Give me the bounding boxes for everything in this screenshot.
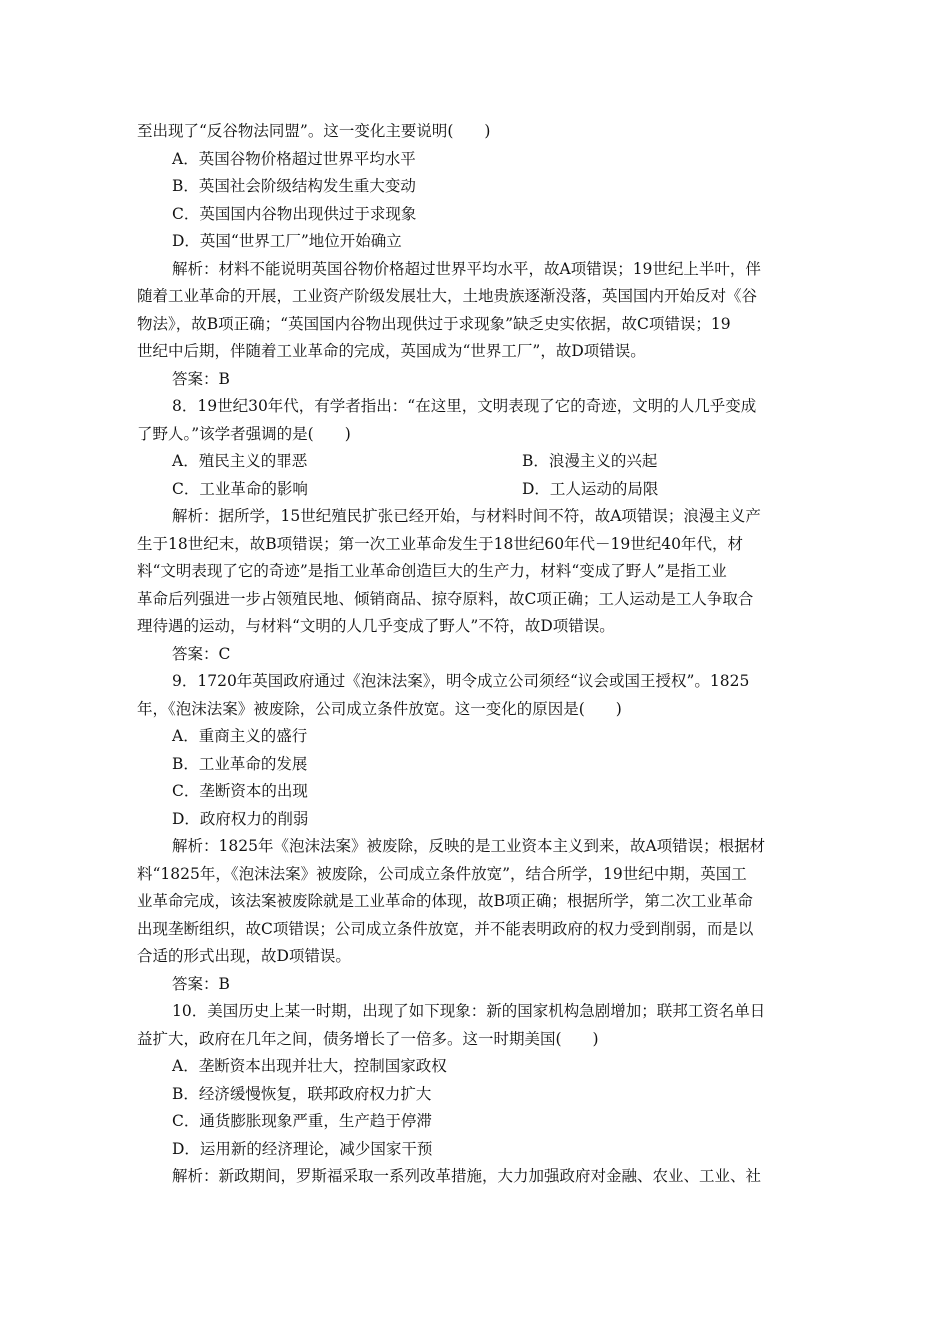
question-10 [137, 998, 817, 1191]
analysis-line: 解析：据所学，15世纪殖民扩张已经开始，与材料时间不符，故A项错误；浪漫主义产 [172, 507, 761, 525]
option-a: A．重商主义的盛行 [172, 727, 308, 745]
stem-line: 8．19世纪30年代，有学者指出：“在这里，文明表现了它的奇迹，文明的人几乎变成 [172, 397, 757, 415]
question-stem [137, 998, 817, 1053]
option-d: D．英国“世界工厂”地位开始确立 [172, 232, 402, 250]
option-c: C．垄断资本的出现 [172, 782, 308, 800]
answer: 答案：B [172, 974, 230, 993]
analysis-line: 解析：1825年《泡沫法案》被废除，反映的是工业资本主义到来，故A项错误；根据材 [172, 837, 766, 855]
answer: 答案：C [172, 644, 231, 663]
analysis-line: 解析：新政期间，罗斯福采取一系列改革措施，大力加强政府对金融、农业、工业、社 [172, 1167, 762, 1185]
question-8 [137, 393, 817, 668]
analysis-line: 业革命完成，该法案被废除就是工业革命的体现，故B项正确；根据所学，第二次工业革命 [137, 892, 753, 910]
analysis-line: 随着工业革命的开展，工业资产阶级发展壮大，土地贵族逐渐没落，英国国内开始反对《谷 [137, 287, 758, 305]
option-b: B．英国社会阶级结构发生重大变动 [172, 177, 416, 195]
analysis-line: 生于18世纪末，故B项错误；第一次工业革命发生于18世纪60年代－19世纪40年代，材 [137, 534, 744, 553]
option-c: C．英国国内谷物出现供过于求现象 [172, 204, 417, 223]
option-a: A．殖民主义的罪恶 [172, 452, 308, 470]
option-d: D．工人运动的局限 [522, 479, 659, 498]
analysis-line: 物法》，故B项正确；“英国国内谷物出现供过于求现象”缺乏史实依据，故C项错误；19 [137, 314, 731, 333]
analysis [137, 1163, 817, 1191]
option-b: B．经济缓慢恢复，联邦政府权力扩大 [172, 1084, 432, 1103]
question-stem [137, 668, 817, 723]
question-stem: 至出现了“反谷物法同盟”。这一变化主要说明( ) [137, 122, 491, 140]
option-d: D．运用新的经济理论，减少国家干预 [172, 1139, 433, 1158]
question-stem [137, 393, 817, 448]
analysis [137, 833, 817, 971]
stem-line: 益扩大，政府在几年之间，债务增长了一倍多。这一时期美国( ) [137, 1029, 599, 1048]
analysis-line: 料“文明表现了它的奇迹”是指工业革命创造巨大的生产力，材料“变成了野人”是指工业 [137, 562, 727, 580]
analysis-line: 理待遇的运动，与材料“文明的人几乎变成了野人”不符，故D项错误。 [137, 617, 615, 635]
option-c: C．工业革命的影响 [172, 479, 308, 498]
analysis-line: 解析：材料不能说明英国谷物价格超过世界平均水平，故A项错误；19世纪上半叶，伴 [172, 259, 761, 278]
options-row [137, 476, 817, 504]
stem-line: 了野人。”该学者强调的是( ) [137, 424, 351, 443]
answer: 答案：B [172, 369, 230, 388]
analysis-line: 料“1825年，《泡沫法案》被废除，公司成立条件放宽”，结合所学，19世纪中期，英国工 [137, 864, 747, 883]
option-b: B．浪漫主义的兴起 [522, 452, 658, 470]
stem-line: 年，《泡沫法案》被废除，公司成立条件放宽。这一变化的原因是( ) [137, 699, 622, 718]
analysis [137, 503, 817, 641]
question-7 [137, 118, 817, 393]
options-row [137, 448, 817, 476]
question-9 [137, 668, 817, 998]
option-b: B．工业革命的发展 [172, 754, 308, 773]
analysis-line: 世纪中后期，伴随着工业革命的完成，英国成为“世界工厂”，故D项错误。 [137, 342, 646, 360]
analysis-line: 出现垄断组织，故C项错误；公司成立条件放宽，并不能表明政府的权力受到削弱，而是以 [137, 919, 754, 938]
stem-line: 10．美国历史上某一时期，出现了如下现象：新的国家机构急剧增加；联邦工资名单日 [172, 1002, 766, 1020]
document-page [137, 118, 817, 1191]
option-c: C．通货膨胀现象严重，生产趋于停滞 [172, 1112, 432, 1130]
analysis [137, 256, 817, 366]
analysis-line: 合适的形式出现，故D项错误。 [137, 947, 351, 965]
option-a: A．垄断资本出现并壮大，控制国家政权 [172, 1057, 447, 1075]
option-d: D．政府权力的削弱 [172, 809, 309, 828]
option-a: A．英国谷物价格超过世界平均水平 [172, 149, 416, 168]
analysis-line: 革命后列强进一步占领殖民地、倾销商品、掠夺原料，故C项正确；工人运动是工人争取合 [137, 589, 754, 608]
stem-line: 9．1720年英国政府通过《泡沫法案》，明令成立公司须经“议会或国王授权”。1825 [172, 672, 750, 690]
